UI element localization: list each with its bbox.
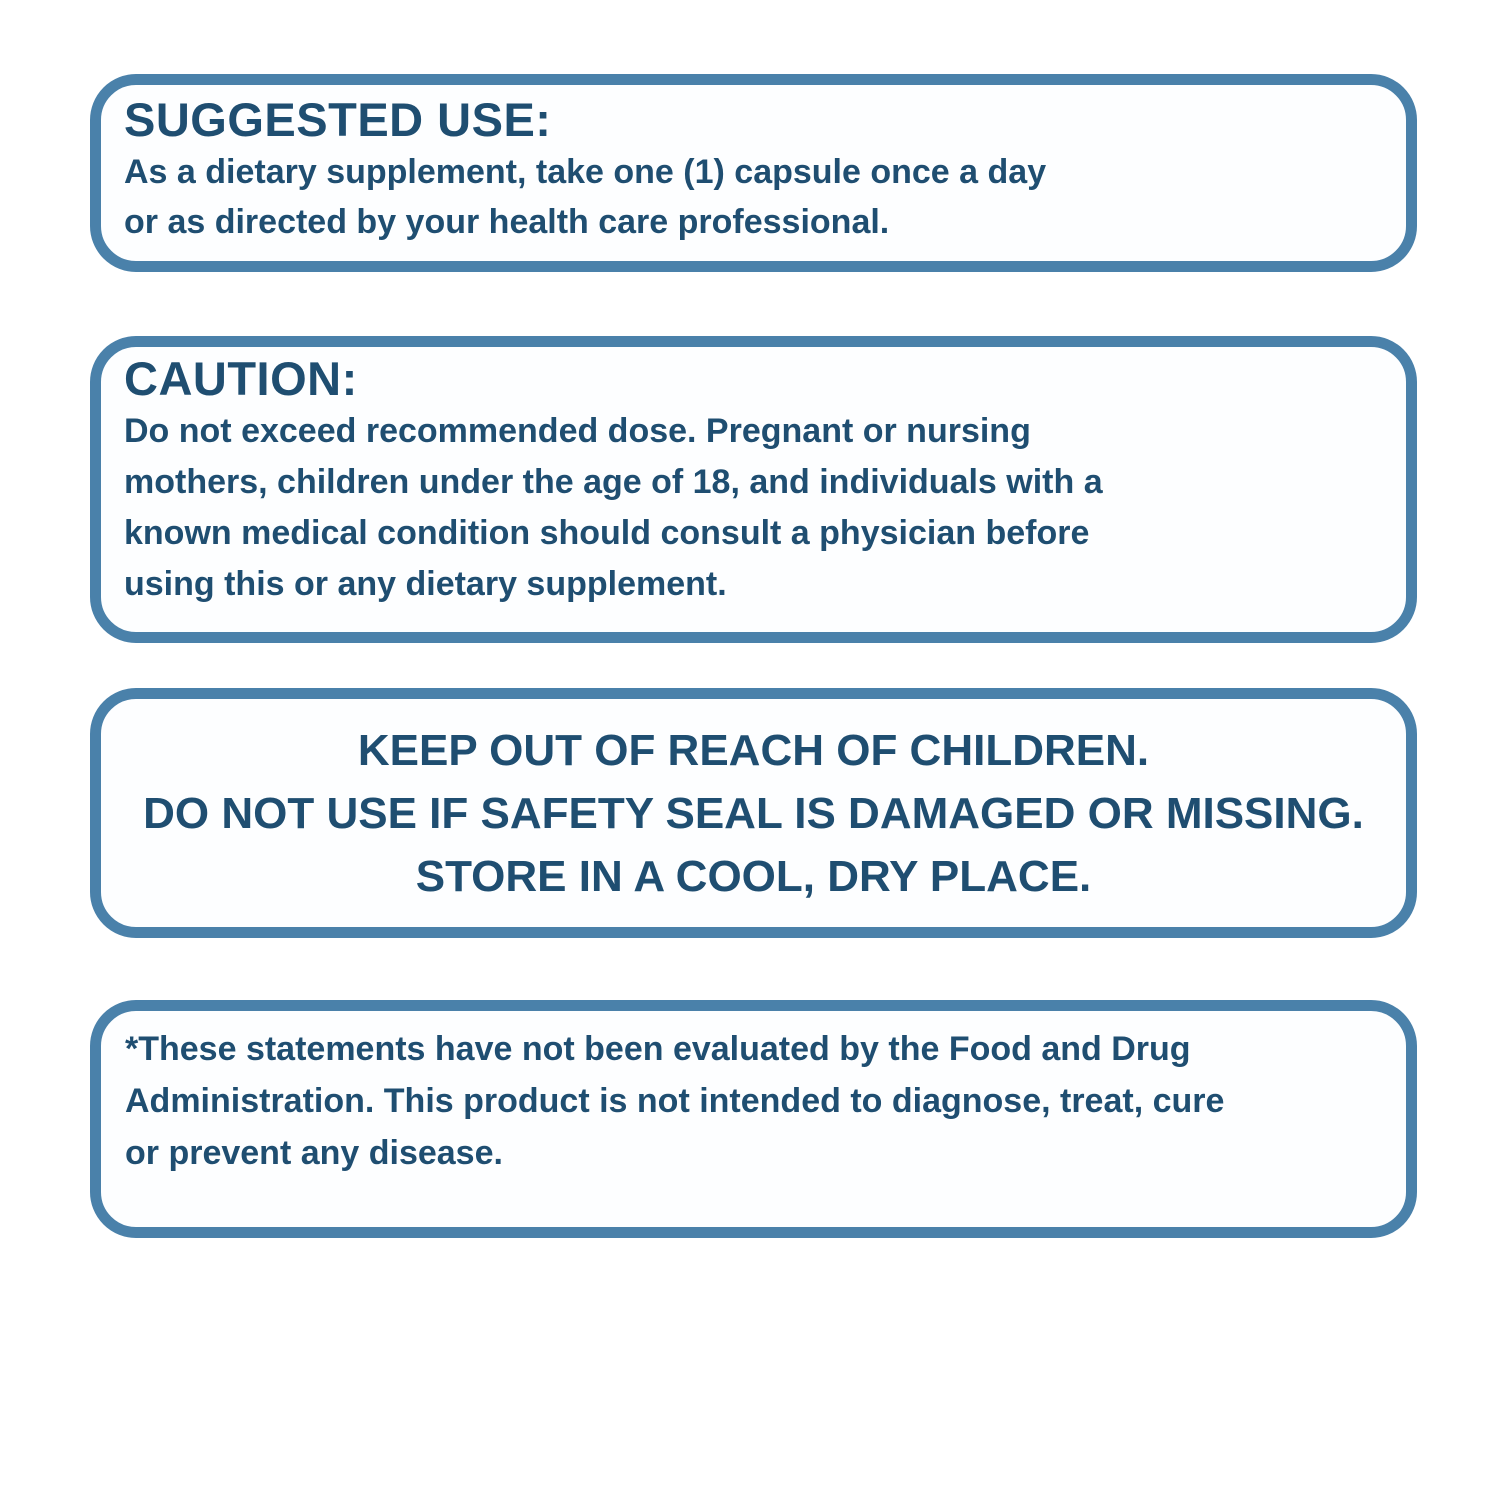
caution-body-line: known medical condition should consult a physician before [124, 514, 1090, 552]
suggested-use-body [124, 147, 1380, 247]
fda-disclaimer-panel [90, 1000, 1417, 1238]
suggested-use-panel [90, 74, 1417, 272]
caution-body-line: mothers, children under the age of 18, and individuals with a [124, 463, 1103, 501]
caution-body-line: using this or any dietary supplement. [124, 565, 727, 603]
caution-panel [90, 336, 1417, 643]
caution-body-line: Do not exceed recommended dose. Pregnant or nursing [124, 412, 1031, 450]
suggested-use-heading: SUGGESTED USE: [124, 93, 552, 146]
fda-disclaimer-line: *These statements have not been evaluated by the Food and Drug [125, 1030, 1191, 1068]
suggested-use-body-line: As a dietary supplement, take one (1) capsule once a day [124, 153, 1047, 191]
caution-heading: CAUTION: [124, 352, 358, 405]
fda-disclaimer-line: or prevent any disease. [125, 1134, 503, 1172]
caution-body [124, 406, 1380, 610]
warning-line: DO NOT USE IF SAFETY SEAL IS DAMAGED OR MISSING. [143, 788, 1364, 838]
suggested-use-body-line: or as directed by your health care professional. [124, 203, 890, 241]
warning-line: KEEP OUT OF REACH OF CHILDREN. [357, 725, 1150, 775]
fda-disclaimer-line: Administration. This product is not intended to diagnose, treat, cure [125, 1082, 1225, 1120]
warning-line: STORE IN A COOL, DRY PLACE. [415, 851, 1092, 901]
warnings-panel [90, 688, 1417, 938]
